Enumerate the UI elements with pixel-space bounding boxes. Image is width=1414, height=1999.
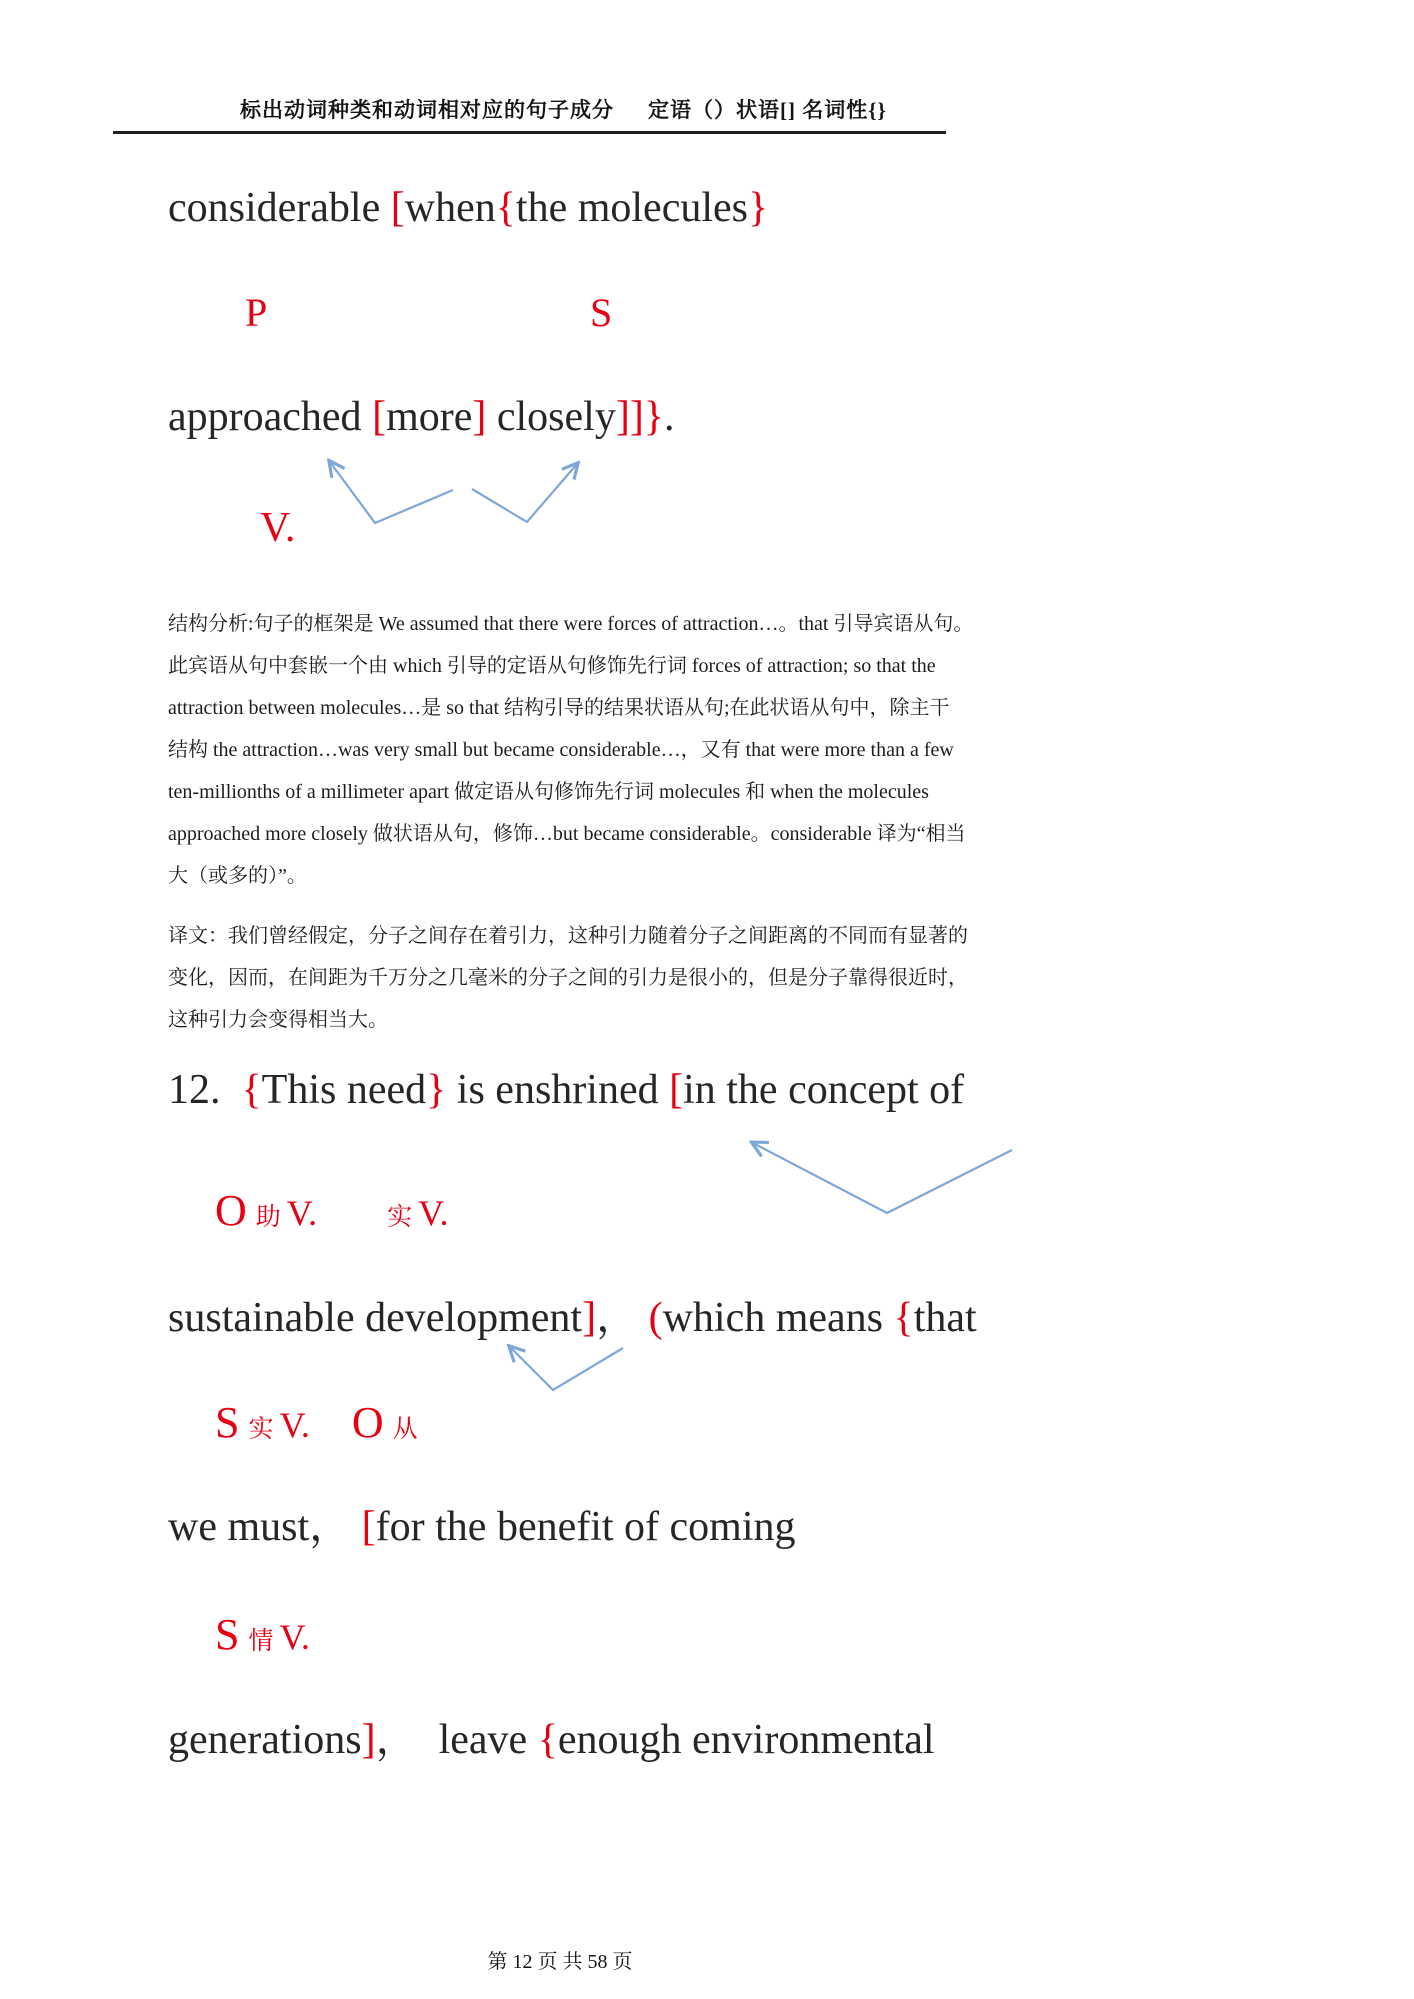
marker-o: O — [215, 1186, 247, 1235]
marker-p: P — [245, 290, 268, 335]
sentence-line-approached: approached [more] closely]]}. — [168, 394, 675, 440]
header-rule — [113, 131, 946, 134]
marker-s: S — [590, 290, 613, 335]
sentence12-line4: generations]， leave {enough environmental — [168, 1717, 935, 1763]
marker-row-o-v — [215, 1188, 449, 1234]
marker-shi: 实 — [248, 1416, 274, 1443]
header-legend: 定语（）状语[] 名词性{} — [648, 98, 887, 122]
sentence12-line2: sustainable development]， (which means {that — [168, 1295, 977, 1341]
marker-cong: 从 — [392, 1416, 418, 1443]
marker-v2: V. — [418, 1193, 449, 1233]
marker-v: V. — [279, 1617, 310, 1657]
marker-v: V. — [279, 1405, 310, 1445]
marker-s: S — [215, 1610, 240, 1659]
sentence12-line3: we must， [for the benefit of coming — [168, 1504, 796, 1550]
marker-v: V. — [260, 505, 296, 551]
arrow-to-enshrined — [753, 1143, 1012, 1213]
arrow-to-closely — [472, 464, 577, 522]
sentence12-line1: 12. {This need} is enshrined [in the concept of — [168, 1067, 965, 1113]
header-title: 标出动词种类和动词相对应的句子成分 — [240, 98, 614, 122]
marker-qing: 情 — [248, 1628, 274, 1655]
arrow-to-development — [510, 1347, 623, 1390]
structure-analysis-paragraph: 结构分析:句子的框架是 We assumed that there were forces of attraction…。that 引导宾语从句。 此宾语从句中套嵌一个由 which 引导的定语从句修饰先行词 forces of attraction; so that the attraction between molecules…是 so that 结构引导的结果状语从句;在此状语从句中，除主干 结构 the attraction…was very small but became considerable…，又有 that were more than a few ten-millionths of a millimeter apart 做定语从句修饰先行词 molecules 和 when the molecules approached more closely 做状语从句，修饰…but became considerable。considerable 译为“相当 大（或多的）”。 — [168, 613, 974, 887]
marker-v1: V. — [286, 1193, 318, 1233]
marker-zhu: 助 — [255, 1204, 281, 1231]
marker-row-s-qing — [215, 1612, 310, 1658]
arrow-to-approached — [330, 462, 453, 523]
marker-shi: 实 — [387, 1204, 413, 1231]
footer-page-number: 第 12 页 共 58 页 — [487, 1951, 633, 1973]
marker-o: O — [351, 1398, 384, 1447]
translation-paragraph: 译文：我们曾经假定，分子之间存在着引力，这种引力随着分子之间距离的不同而有显著的 变化，因而，在间距为千万分之几毫米的分子之间的引力是很小的，但是分子靠得很近时， 这种引力会变得相当大。 — [168, 925, 968, 1031]
marker-row-s-o — [215, 1400, 418, 1446]
sentence-line-considerable: considerable [when{the molecules} — [168, 185, 769, 231]
marker-s: S — [215, 1398, 240, 1447]
